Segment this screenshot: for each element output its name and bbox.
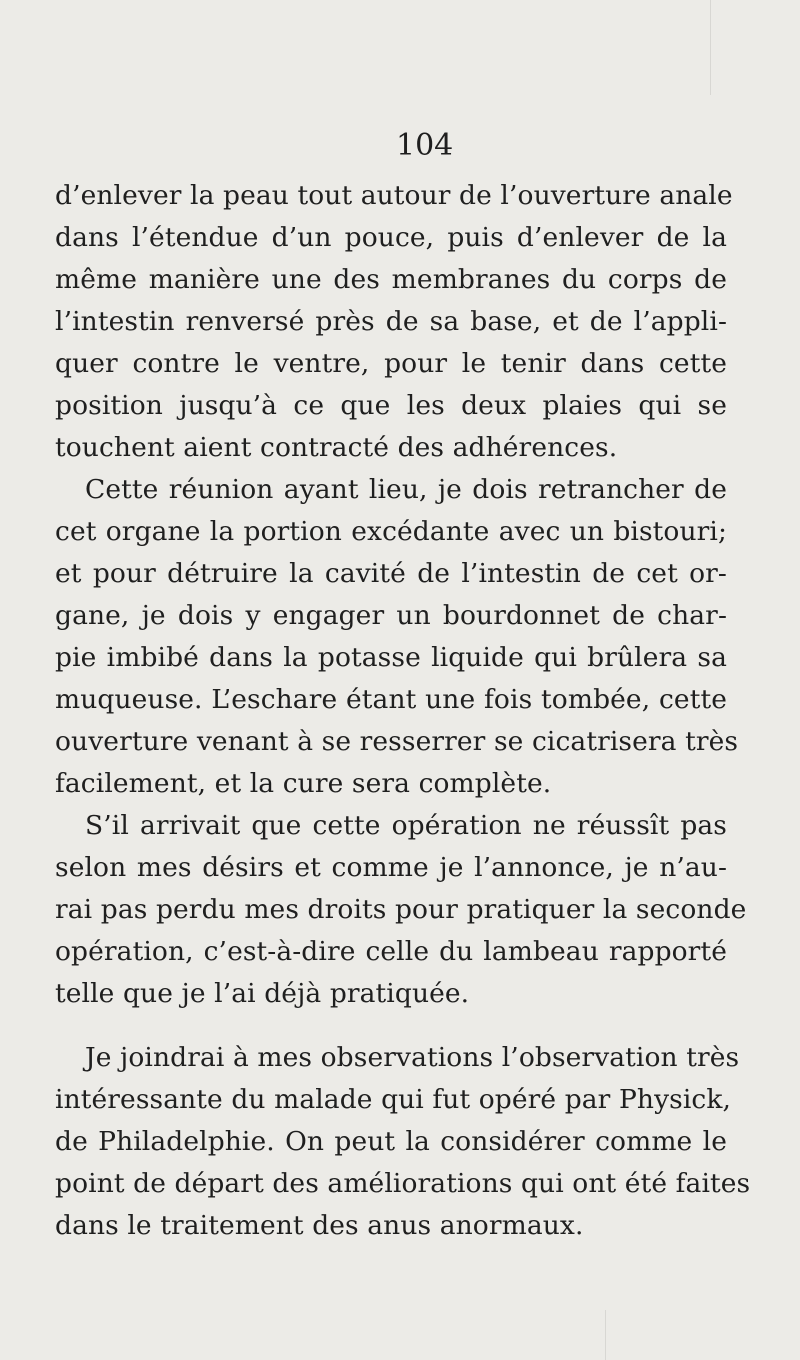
text-line: selon mes désirs et comme je l’annonce, je n’au- [55, 852, 727, 883]
text-line: l’intestin renversé près de sa base, et de l’appli- [55, 306, 727, 337]
text-line: pie imbibé dans la potasse liquide qui brûlera sa [55, 642, 727, 673]
text-line: même manière une des membranes du corps de [55, 264, 727, 295]
text-line: quer contre le ventre, pour le tenir dans cette [55, 348, 727, 379]
text-line: gane, je dois y engager un bourdonnet de char- [55, 600, 727, 631]
text-line: touchent aient contracté des adhérences. [55, 432, 618, 463]
text-line: dans l’étendue d’un pouce, puis d’enlever de la [55, 222, 727, 253]
text-line: facilement, et la cure sera complète. [55, 768, 552, 799]
text-line: de Philadelphie. On peut la considérer comme le [55, 1126, 727, 1157]
text-line: dans le traitement des anus anormaux. [55, 1210, 584, 1241]
text-line: S’il arrivait que cette opération ne réussît pas [85, 810, 727, 841]
text-line: telle que je l’ai déjà pratiquée. [55, 978, 470, 1009]
page-edge-shadow [710, 0, 711, 95]
text-line: muqueuse. L’eschare étant une fois tombée, cette [55, 684, 727, 715]
text-line: position jusqu’à ce que les deux plaies qui se [55, 390, 727, 421]
text-line: Cette réunion ayant lieu, je dois retrancher de [85, 474, 727, 505]
text-line: cet organe la portion excédante avec un bistouri; [55, 516, 727, 547]
text-line: d’enlever la peau tout autour de l’ouverture anale [55, 180, 733, 211]
text-line: ouverture venant à se resserrer se cicatrisera très [55, 726, 739, 757]
text-line: Je joindrai à mes observations l’observation très [85, 1042, 740, 1073]
text-line: et pour détruire la cavité de l’intestin de cet or- [55, 558, 727, 589]
page-number: 104 [396, 128, 454, 163]
text-line: point de départ des améliorations qui ont été faites [55, 1168, 751, 1199]
page-edge-shadow-bottom [605, 1310, 606, 1360]
text-line: intéressante du malade qui fut opéré par Physick, [55, 1084, 732, 1115]
text-line: opération, c’est-à-dire celle du lambeau rapporté [55, 936, 727, 967]
text-line: rai pas perdu mes droits pour pratiquer la seconde [55, 894, 747, 925]
